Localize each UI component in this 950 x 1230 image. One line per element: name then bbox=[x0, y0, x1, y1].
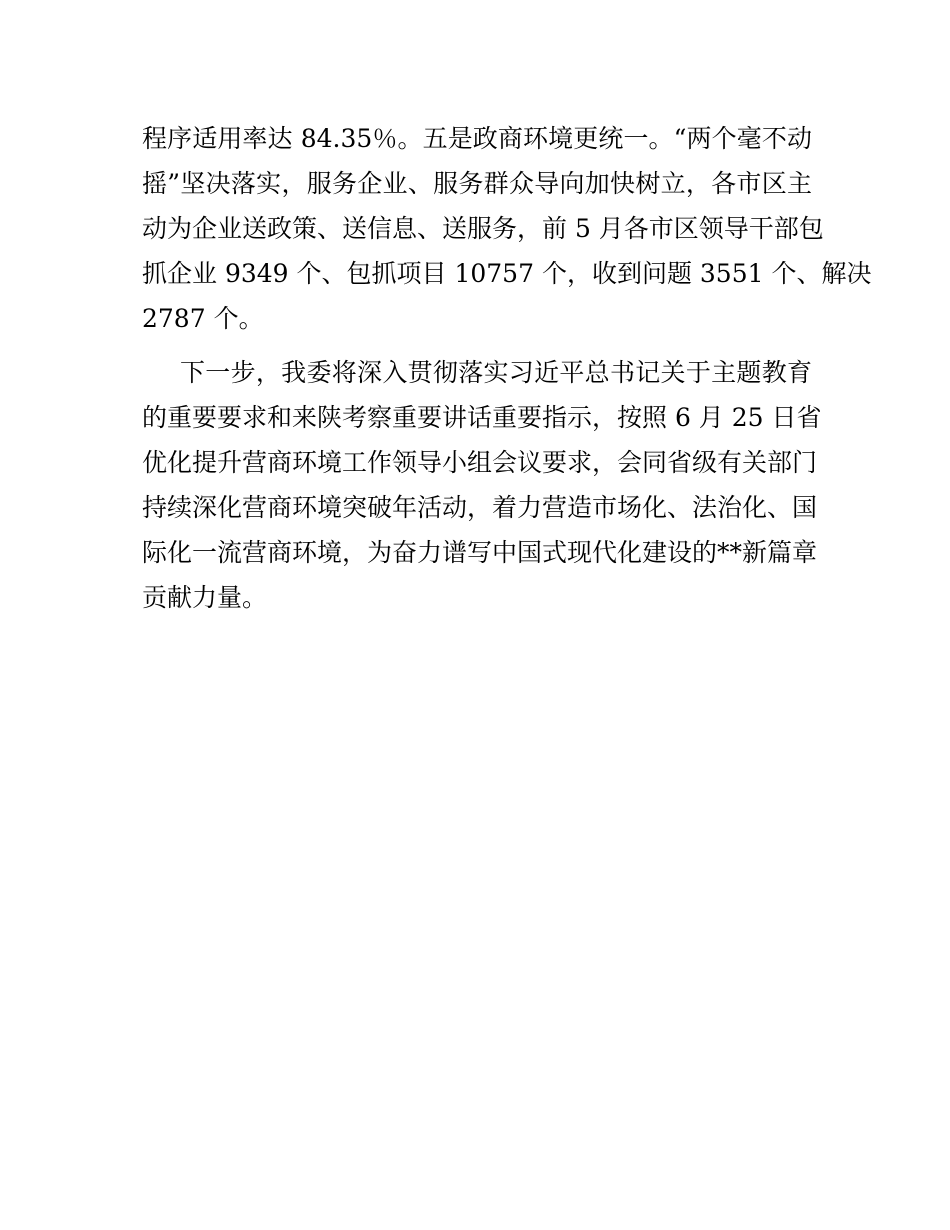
paragraph-line: 下一步，我委将深入贯彻落实习近平总书记关于主题教育 bbox=[180, 358, 812, 387]
paragraph-2 bbox=[142, 350, 822, 620]
paragraph-line: 的重要要求和来陕考察重要讲话重要指示，按照 6 月 25 日省 bbox=[142, 403, 822, 432]
paragraph-line: 优化提升营商环境工作领导小组会议要求，会同省级有关部门 bbox=[142, 448, 818, 477]
paragraph-line: 2787 个。 bbox=[142, 304, 264, 333]
document-body bbox=[142, 116, 872, 620]
paragraph-line: 程序适用率达 84.35％。五是政商环境更统一。“两个毫不动 bbox=[142, 124, 812, 153]
paragraph-line: 摇”坚决落实，服务企业、服务群众导向加快树立，各市区主 bbox=[142, 169, 812, 198]
paragraph-line: 抓企业 9349 个、包抓项目 10757 个，收到问题 3551 个、解决 bbox=[142, 259, 872, 288]
paragraph-line: 持续深化营商环境突破年活动，着力营造市场化、法治化、国 bbox=[142, 493, 818, 522]
paragraph-line: 贡献力量。 bbox=[142, 583, 268, 612]
paragraph-line: 际化一流营商环境，为奋力谱写中国式现代化建设的**新篇章 bbox=[142, 538, 818, 567]
paragraph-line: 动为企业送政策、送信息、送服务，前 5 月各市区领导干部包 bbox=[142, 214, 824, 243]
paragraph-spacer bbox=[142, 341, 812, 350]
paragraph-1 bbox=[142, 116, 872, 341]
